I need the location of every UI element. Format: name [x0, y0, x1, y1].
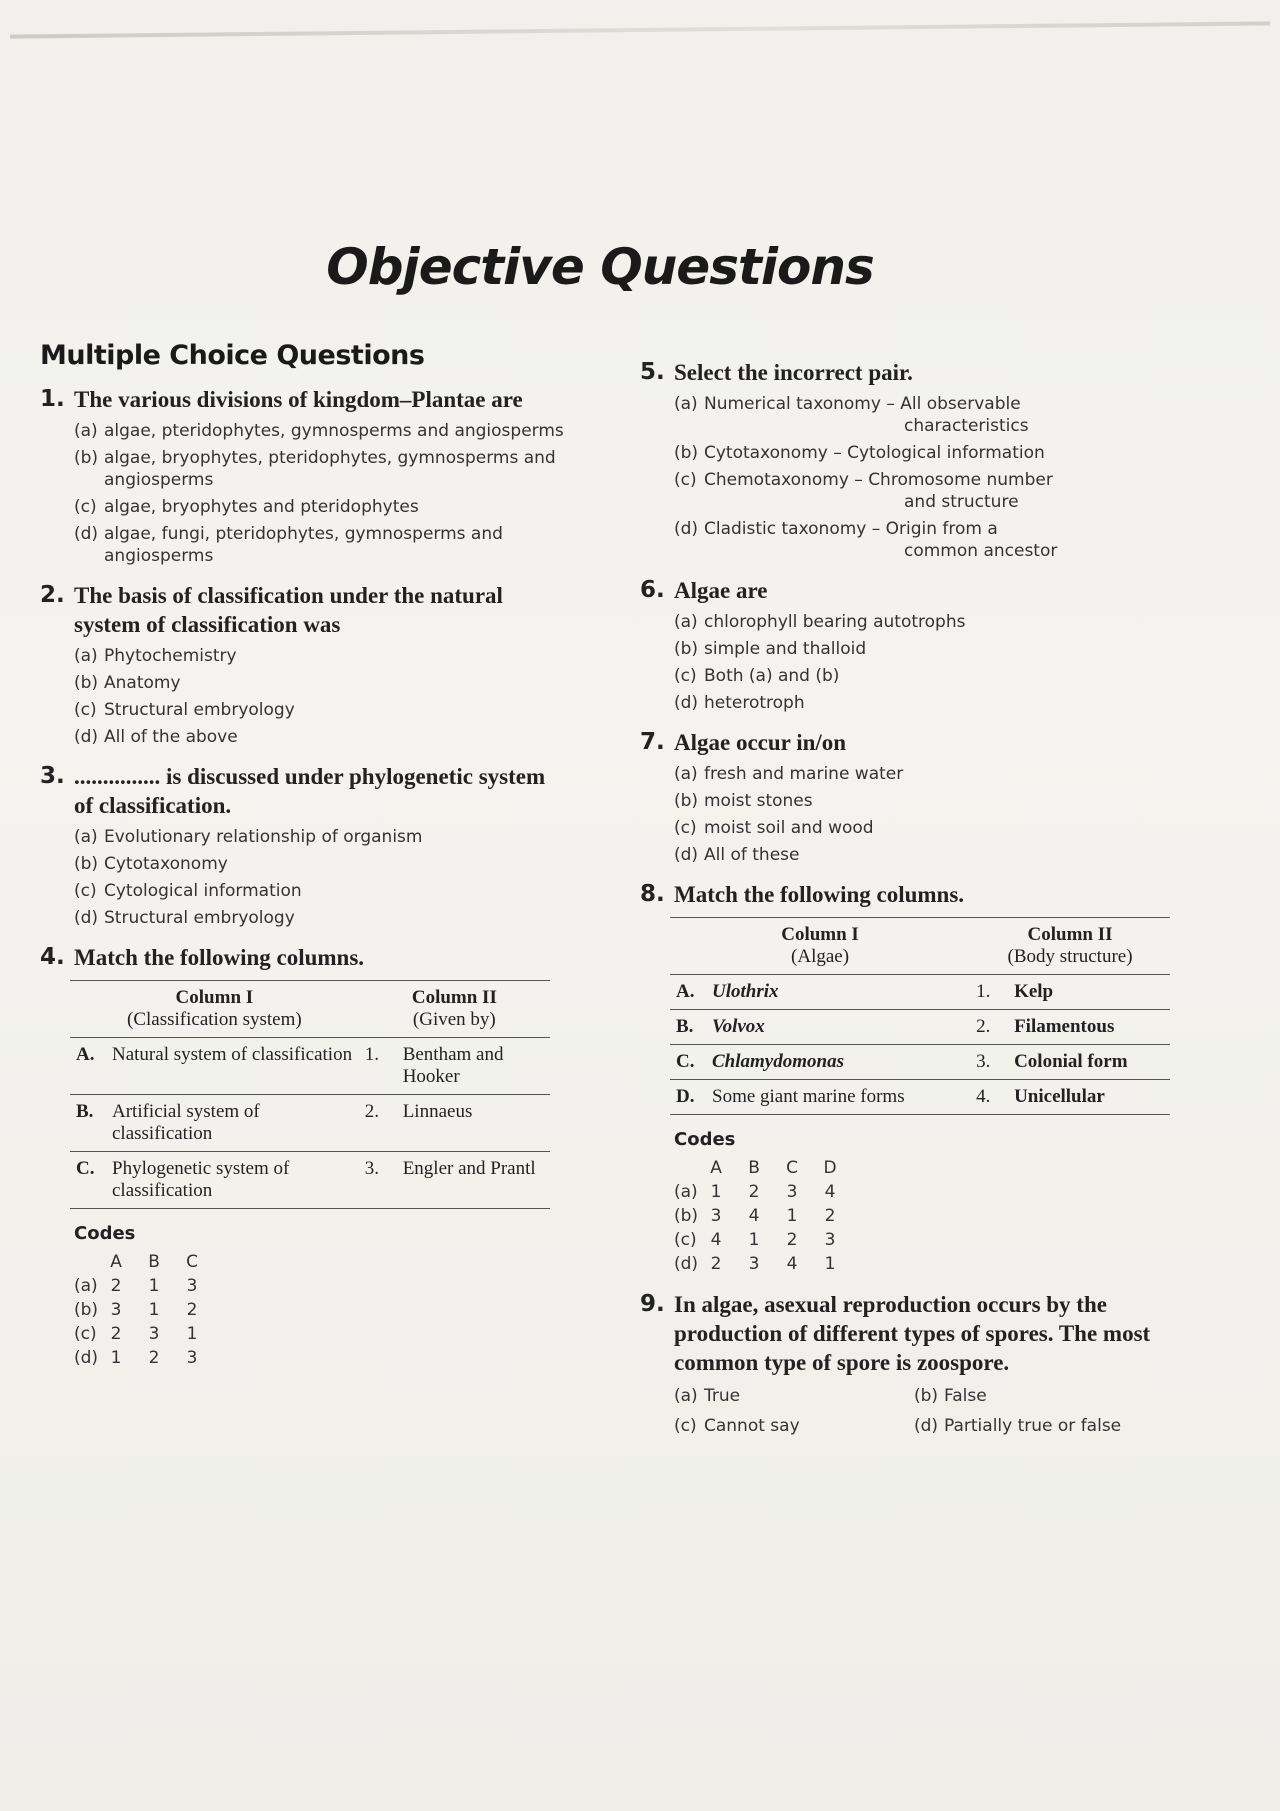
option-text: simple and thalloid: [704, 639, 867, 659]
question-number: 8.: [640, 881, 665, 907]
table-row: B. Volvox 2. Filamentous: [670, 1010, 1170, 1045]
option-text: algae, fungi, pteridophytes, gymnosperms and angiosperms: [104, 524, 503, 566]
option-text: Phytochemistry: [104, 646, 237, 666]
question-8: [640, 880, 1170, 1276]
column-1-header: Column I (Classification system): [70, 981, 359, 1038]
option: [674, 469, 1170, 513]
options-grid: [674, 1385, 1170, 1437]
option-text: All of the above: [104, 727, 238, 747]
codes-row: (a) 1 2 3 4: [674, 1182, 836, 1202]
option-text-cont: common ancestor: [904, 541, 1058, 561]
question-number: 3.: [40, 763, 65, 789]
option-text: chlorophyll bearing autotrophs: [704, 612, 966, 632]
option-key: (c): [674, 818, 697, 838]
question-stem: The basis of classification under the natural system of classification was: [74, 583, 503, 637]
option-text: All of these: [704, 845, 800, 865]
option-key: (d): [74, 727, 99, 747]
page-fold-shadow: [10, 21, 1270, 38]
option-key: (c): [74, 700, 97, 720]
option: [74, 523, 570, 567]
column-2-header: Column II (Body structure): [970, 918, 1170, 975]
question-stem: Match the following columns.: [674, 882, 965, 907]
option-key: (d): [74, 524, 99, 544]
question-1: [40, 385, 570, 567]
left-column: [40, 340, 570, 1384]
option-key: (b): [674, 443, 699, 463]
option: [674, 763, 1170, 785]
option-key: (c): [674, 666, 697, 686]
option-text: Cytological information: [104, 881, 302, 901]
question-stem: Algae are: [674, 578, 768, 603]
codes-label: Codes: [674, 1129, 736, 1150]
option-text: algae, pteridophytes, gymnosperms and angiosperms: [104, 421, 564, 441]
question-7: [640, 728, 1170, 866]
question-stem: In algae, asexual reproduction occurs by the production of different types of spores. The most common type of spore is zoospore.: [674, 1292, 1151, 1375]
column-2-header: Column II (Given by): [359, 981, 550, 1038]
table-row: A. Ulothrix 1. Kelp: [670, 975, 1170, 1010]
option: [74, 496, 570, 518]
option-key: (b): [74, 448, 99, 468]
option-key: (d): [674, 845, 699, 865]
option: [674, 692, 1170, 714]
codes-row: (d) 1 2 3: [74, 1348, 198, 1368]
option: [914, 1385, 1154, 1407]
question-number: 1.: [40, 386, 65, 412]
option: [74, 907, 570, 929]
table-row: A. Natural system of classification 1. Bentham and Hooker: [70, 1038, 550, 1095]
option: [674, 393, 1170, 437]
question-stem: ............... is discussed under phylogenetic system of classification.: [74, 764, 546, 818]
question-number: 4.: [40, 944, 65, 970]
option-text: Both (a) and (b): [704, 666, 840, 686]
question-number: 2.: [40, 582, 65, 608]
option: [74, 699, 570, 721]
option-text: Anatomy: [104, 673, 181, 693]
codes-table: A B C (a) 2 1 3 (b) 3 1 2 (c) 2 3 1 (d) 1 2 3: [74, 1250, 218, 1370]
codes-row: (c) 2 3 1: [74, 1324, 198, 1344]
option-text: heterotroph: [704, 693, 805, 713]
question-number: 5.: [640, 359, 665, 385]
question-4: [40, 943, 570, 1370]
option-text: Chemotaxonomy – Chromosome number: [704, 470, 1053, 490]
option-text: Partially true or false: [944, 1416, 1122, 1436]
option-key: (b): [74, 854, 99, 874]
column-1-header: Column I (Algae): [670, 918, 970, 975]
option-key: (a): [74, 421, 98, 441]
option-text-cont: and structure: [904, 492, 1019, 512]
option-text: algae, bryophytes and pteridophytes: [104, 497, 419, 517]
codes-row: (b) 3 1 2: [74, 1300, 198, 1320]
question-5: [640, 358, 1170, 562]
option-text: Cytotaxonomy – Cytological information: [704, 443, 1045, 463]
option-key: (a): [74, 646, 98, 666]
option-key: (c): [674, 470, 697, 490]
option: [74, 853, 570, 875]
option-key: (a): [674, 764, 698, 784]
option-key: (d): [914, 1416, 939, 1436]
option: [74, 672, 570, 694]
table-row: D. Some giant marine forms 4. Unicellular: [670, 1080, 1170, 1115]
option-text: Structural embryology: [104, 700, 295, 720]
option-key: (d): [74, 908, 99, 928]
option-key: (b): [74, 673, 99, 693]
option: [674, 638, 1170, 660]
option-text: Structural embryology: [104, 908, 295, 928]
match-table: [670, 917, 1170, 1115]
section-heading: Multiple Choice Questions: [40, 340, 425, 371]
question-stem: Algae occur in/on: [674, 730, 847, 755]
option: [674, 442, 1170, 464]
question-number: 6.: [640, 577, 665, 603]
question-3: [40, 762, 570, 929]
option: [674, 1415, 914, 1437]
option: [74, 880, 570, 902]
option-text: moist soil and wood: [704, 818, 874, 838]
option: [74, 726, 570, 748]
option-text: Cladistic taxonomy – Origin from a: [704, 519, 998, 539]
option: [674, 844, 1170, 866]
option: [74, 447, 570, 491]
option-key: (a): [674, 394, 698, 414]
codes-table: A B C D (a) 1 2 3 4 (b) 3 4 1 2 (c) 4 1 2 3 (d) 2 3 4 1: [674, 1156, 856, 1276]
option-key: (b): [914, 1386, 939, 1406]
question-number: 7.: [640, 729, 665, 755]
option-key: (a): [74, 827, 98, 847]
table-row: C. Chlamydomonas 3. Colonial form: [670, 1045, 1170, 1080]
question-9: [640, 1290, 1170, 1437]
option-text: Cannot say: [704, 1416, 800, 1436]
codes-row: (b) 3 4 1 2: [674, 1206, 836, 1226]
option-text-cont: characteristics: [904, 416, 1029, 436]
option-text: False: [944, 1386, 987, 1406]
option-text: algae, bryophytes, pteridophytes, gymnosperms and angiosperms: [104, 448, 556, 490]
option-key: (c): [674, 1416, 697, 1436]
codes-label: Codes: [74, 1223, 136, 1244]
question-6: [640, 576, 1170, 714]
table-row: C. Phylogenetic system of classification 3. Engler and Prantl: [70, 1152, 550, 1209]
question-stem: Match the following columns.: [74, 945, 365, 970]
question-stem: The various divisions of kingdom–Plantae are: [74, 387, 523, 412]
page-title: Objective Questions: [326, 238, 874, 296]
option-text: True: [704, 1386, 741, 1406]
option: [674, 665, 1170, 687]
question-number: 9.: [640, 1291, 665, 1317]
option: [914, 1415, 1154, 1437]
question-2: [40, 581, 570, 748]
option: [74, 826, 570, 848]
codes-row: (c) 4 1 2 3: [674, 1230, 836, 1250]
option-key: (d): [674, 693, 699, 713]
match-table: [70, 980, 550, 1209]
codes-row: (a) 2 1 3: [74, 1276, 198, 1296]
question-stem: Select the incorrect pair.: [674, 360, 913, 385]
option-key: (c): [74, 881, 97, 901]
option-key: (b): [674, 639, 699, 659]
option: [674, 611, 1170, 633]
option: [74, 645, 570, 667]
option-text: Cytotaxonomy: [104, 854, 228, 874]
option: [674, 790, 1170, 812]
option: [674, 817, 1170, 839]
option: [674, 1385, 914, 1407]
option-text: Numerical taxonomy – All observable: [704, 394, 1021, 414]
right-column: [640, 358, 1170, 1451]
option: [674, 518, 1170, 562]
option-key: (a): [674, 612, 698, 632]
option: [74, 420, 570, 442]
option-key: (c): [74, 497, 97, 517]
option-text: Evolutionary relationship of organism: [104, 827, 423, 847]
option-key: (d): [674, 519, 699, 539]
codes-row: (d) 2 3 4 1: [674, 1254, 836, 1274]
option-text: moist stones: [704, 791, 813, 811]
option-text: fresh and marine water: [704, 764, 904, 784]
option-key: (b): [674, 791, 699, 811]
option-key: (a): [674, 1386, 698, 1406]
table-row: B. Artificial system of classification 2. Linnaeus: [70, 1095, 550, 1152]
